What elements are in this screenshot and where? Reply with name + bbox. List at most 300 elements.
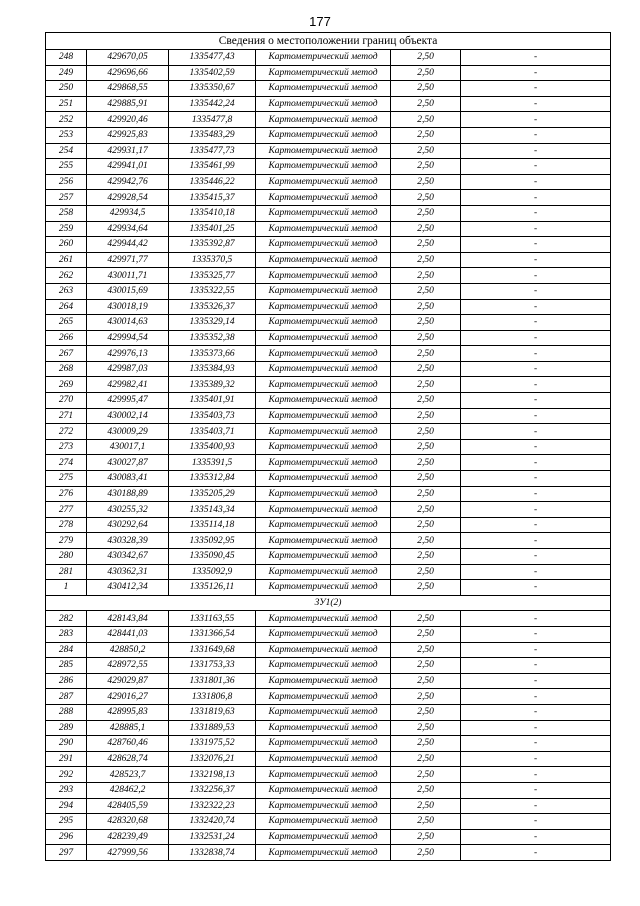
cell-method: Картометрический метод xyxy=(256,829,391,845)
cell-point-number: 295 xyxy=(46,814,87,830)
cell-description: - xyxy=(461,439,611,455)
cell-coordinate-x: 428239,49 xyxy=(87,829,169,845)
cell-method: Картометрический метод xyxy=(256,112,391,128)
cell-coordinate-y: 1335401,91 xyxy=(169,393,256,409)
cell-coordinate-y: 1335400,93 xyxy=(169,439,256,455)
table-row xyxy=(46,564,611,580)
table-row xyxy=(46,283,611,299)
cell-coordinate-y: 1335326,37 xyxy=(169,299,256,315)
cell-coordinate-y: 1331753,33 xyxy=(169,658,256,674)
cell-coordinate-y: 1335402,59 xyxy=(169,65,256,81)
cell-accuracy: 2,50 xyxy=(391,626,461,642)
cell-description: - xyxy=(461,252,611,268)
cell-point-number: 264 xyxy=(46,299,87,315)
cell-coordinate-y: 1335092,9 xyxy=(169,564,256,580)
cell-coordinate-y: 1332076,21 xyxy=(169,751,256,767)
cell-method: Картометрический метод xyxy=(256,205,391,221)
cell-accuracy: 2,50 xyxy=(391,424,461,440)
cell-method: Картометрический метод xyxy=(256,330,391,346)
cell-description: - xyxy=(461,533,611,549)
cell-point-number: 293 xyxy=(46,782,87,798)
cell-coordinate-x: 429931,17 xyxy=(87,143,169,159)
cell-description: - xyxy=(461,393,611,409)
table-row xyxy=(46,782,611,798)
cell-method: Картометрический метод xyxy=(256,486,391,502)
table-title-row xyxy=(46,33,611,50)
section-header-row xyxy=(46,595,611,611)
cell-coordinate-x: 428972,55 xyxy=(87,658,169,674)
cell-description: - xyxy=(461,658,611,674)
cell-description: - xyxy=(461,283,611,299)
cell-method: Картометрический метод xyxy=(256,50,391,66)
cell-accuracy: 2,50 xyxy=(391,159,461,175)
cell-coordinate-x: 429016,27 xyxy=(87,689,169,705)
cell-point-number: 273 xyxy=(46,439,87,455)
cell-description: - xyxy=(461,502,611,518)
cell-point-number: 287 xyxy=(46,689,87,705)
cell-coordinate-x: 429987,03 xyxy=(87,361,169,377)
cell-method: Картометрический метод xyxy=(256,377,391,393)
table-body xyxy=(46,33,611,861)
cell-method: Картометрический метод xyxy=(256,190,391,206)
cell-point-number: 270 xyxy=(46,393,87,409)
cell-accuracy: 2,50 xyxy=(391,767,461,783)
cell-point-number: 262 xyxy=(46,268,87,284)
cell-coordinate-x: 429885,91 xyxy=(87,96,169,112)
cell-coordinate-x: 429994,54 xyxy=(87,330,169,346)
cell-coordinate-x: 429944,42 xyxy=(87,237,169,253)
cell-accuracy: 2,50 xyxy=(391,439,461,455)
cell-coordinate-x: 430328,39 xyxy=(87,533,169,549)
cell-description: - xyxy=(461,751,611,767)
table-row xyxy=(46,50,611,66)
cell-coordinate-x: 429925,83 xyxy=(87,127,169,143)
cell-point-number: 272 xyxy=(46,424,87,440)
cell-coordinate-x: 428628,74 xyxy=(87,751,169,767)
cell-coordinate-y: 1331649,68 xyxy=(169,642,256,658)
cell-accuracy: 2,50 xyxy=(391,221,461,237)
cell-point-number: 276 xyxy=(46,486,87,502)
cell-point-number: 274 xyxy=(46,455,87,471)
cell-point-number: 251 xyxy=(46,96,87,112)
table-row xyxy=(46,642,611,658)
cell-method: Картометрический метод xyxy=(256,782,391,798)
cell-accuracy: 2,50 xyxy=(391,798,461,814)
cell-method: Картометрический метод xyxy=(256,81,391,97)
table-row xyxy=(46,626,611,642)
cell-description: - xyxy=(461,81,611,97)
cell-description: - xyxy=(461,112,611,128)
table-row xyxy=(46,658,611,674)
cell-point-number: 279 xyxy=(46,533,87,549)
cell-accuracy: 2,50 xyxy=(391,174,461,190)
cell-method: Картометрический метод xyxy=(256,221,391,237)
table-row xyxy=(46,767,611,783)
cell-point-number: 282 xyxy=(46,611,87,627)
cell-accuracy: 2,50 xyxy=(391,517,461,533)
cell-description: - xyxy=(461,704,611,720)
cell-method: Картометрический метод xyxy=(256,424,391,440)
cell-coordinate-x: 428995,83 xyxy=(87,704,169,720)
cell-coordinate-x: 428320,68 xyxy=(87,814,169,830)
cell-point-number: 256 xyxy=(46,174,87,190)
table-row xyxy=(46,424,611,440)
table-row xyxy=(46,221,611,237)
table-row xyxy=(46,81,611,97)
cell-accuracy: 2,50 xyxy=(391,330,461,346)
cell-method: Картометрический метод xyxy=(256,767,391,783)
cell-coordinate-y: 1331163,55 xyxy=(169,611,256,627)
cell-method: Картометрический метод xyxy=(256,642,391,658)
cell-point-number: 248 xyxy=(46,50,87,66)
cell-point-number: 281 xyxy=(46,564,87,580)
cell-point-number: 255 xyxy=(46,159,87,175)
cell-accuracy: 2,50 xyxy=(391,408,461,424)
cell-description: - xyxy=(461,268,611,284)
cell-coordinate-x: 429934,64 xyxy=(87,221,169,237)
cell-description: - xyxy=(461,377,611,393)
cell-description: - xyxy=(461,580,611,596)
cell-coordinate-y: 1335410,18 xyxy=(169,205,256,221)
cell-coordinate-y: 1332838,74 xyxy=(169,845,256,861)
cell-coordinate-y: 1335350,67 xyxy=(169,81,256,97)
cell-point-number: 266 xyxy=(46,330,87,346)
cell-coordinate-x: 430292,64 xyxy=(87,517,169,533)
cell-description: - xyxy=(461,564,611,580)
cell-description: - xyxy=(461,798,611,814)
cell-coordinate-x: 429941,01 xyxy=(87,159,169,175)
cell-method: Картометрический метод xyxy=(256,580,391,596)
cell-point-number: 257 xyxy=(46,190,87,206)
cell-description: - xyxy=(461,346,611,362)
cell-method: Картометрический метод xyxy=(256,299,391,315)
cell-accuracy: 2,50 xyxy=(391,720,461,736)
cell-method: Картометрический метод xyxy=(256,704,391,720)
cell-description: - xyxy=(461,127,611,143)
cell-description: - xyxy=(461,689,611,705)
cell-description: - xyxy=(461,205,611,221)
cell-coordinate-x: 429029,87 xyxy=(87,673,169,689)
cell-point-number: 249 xyxy=(46,65,87,81)
cell-point-number: 253 xyxy=(46,127,87,143)
cell-accuracy: 2,50 xyxy=(391,299,461,315)
cell-method: Картометрический метод xyxy=(256,159,391,175)
cell-accuracy: 2,50 xyxy=(391,736,461,752)
cell-coordinate-x: 429995,47 xyxy=(87,393,169,409)
cell-method: Картометрический метод xyxy=(256,471,391,487)
cell-description: - xyxy=(461,221,611,237)
cell-coordinate-y: 1335389,32 xyxy=(169,377,256,393)
boundary-points-table xyxy=(45,32,611,861)
cell-method: Картометрический метод xyxy=(256,689,391,705)
cell-method: Картометрический метод xyxy=(256,268,391,284)
cell-method: Картометрический метод xyxy=(256,517,391,533)
table-row xyxy=(46,205,611,221)
cell-coordinate-x: 430027,87 xyxy=(87,455,169,471)
cell-method: Картометрический метод xyxy=(256,845,391,861)
cell-point-number: 283 xyxy=(46,626,87,642)
table-row xyxy=(46,252,611,268)
cell-coordinate-y: 1335442,24 xyxy=(169,96,256,112)
cell-description: - xyxy=(461,143,611,159)
table-row xyxy=(46,455,611,471)
table-row xyxy=(46,580,611,596)
cell-accuracy: 2,50 xyxy=(391,704,461,720)
table-row xyxy=(46,517,611,533)
cell-coordinate-y: 1335391,5 xyxy=(169,455,256,471)
cell-method: Картометрический метод xyxy=(256,143,391,159)
cell-point-number: 271 xyxy=(46,408,87,424)
cell-method: Картометрический метод xyxy=(256,361,391,377)
cell-accuracy: 2,50 xyxy=(391,393,461,409)
page-number: 177 xyxy=(309,14,331,29)
cell-method: Картометрический метод xyxy=(256,96,391,112)
cell-point-number: 278 xyxy=(46,517,87,533)
cell-point-number: 250 xyxy=(46,81,87,97)
cell-point-number: 252 xyxy=(46,112,87,128)
cell-description: - xyxy=(461,408,611,424)
cell-accuracy: 2,50 xyxy=(391,689,461,705)
cell-method: Картометрический метод xyxy=(256,751,391,767)
cell-accuracy: 2,50 xyxy=(391,315,461,331)
table-row xyxy=(46,533,611,549)
cell-method: Картометрический метод xyxy=(256,798,391,814)
cell-accuracy: 2,50 xyxy=(391,751,461,767)
cell-coordinate-y: 1332420,74 xyxy=(169,814,256,830)
cell-description: - xyxy=(461,315,611,331)
cell-coordinate-y: 1335322,55 xyxy=(169,283,256,299)
cell-coordinate-y: 1335312,84 xyxy=(169,471,256,487)
cell-coordinate-y: 1335090,45 xyxy=(169,549,256,565)
cell-method: Картометрический метод xyxy=(256,127,391,143)
cell-method: Картометрический метод xyxy=(256,673,391,689)
cell-accuracy: 2,50 xyxy=(391,81,461,97)
cell-description: - xyxy=(461,517,611,533)
table-row xyxy=(46,549,611,565)
cell-description: - xyxy=(461,767,611,783)
cell-description: - xyxy=(461,237,611,253)
cell-coordinate-x: 428441,03 xyxy=(87,626,169,642)
cell-point-number: 285 xyxy=(46,658,87,674)
cell-coordinate-y: 1335477,73 xyxy=(169,143,256,159)
cell-point-number: 296 xyxy=(46,829,87,845)
cell-coordinate-y: 1335325,77 xyxy=(169,268,256,284)
cell-accuracy: 2,50 xyxy=(391,190,461,206)
table-title: Сведения о местоположении границ объекта xyxy=(46,33,611,50)
cell-accuracy: 2,50 xyxy=(391,658,461,674)
cell-coordinate-x: 429696,66 xyxy=(87,65,169,81)
table-row xyxy=(46,268,611,284)
table-row xyxy=(46,330,611,346)
cell-coordinate-y: 1335370,5 xyxy=(169,252,256,268)
cell-coordinate-y: 1335446,22 xyxy=(169,174,256,190)
cell-coordinate-x: 430017,1 xyxy=(87,439,169,455)
cell-description: - xyxy=(461,814,611,830)
cell-coordinate-x: 430002,14 xyxy=(87,408,169,424)
cell-point-number: 280 xyxy=(46,549,87,565)
cell-coordinate-y: 1335092,95 xyxy=(169,533,256,549)
cell-coordinate-y: 1331801,36 xyxy=(169,673,256,689)
cell-coordinate-x: 429868,55 xyxy=(87,81,169,97)
table-row xyxy=(46,736,611,752)
cell-point-number: 277 xyxy=(46,502,87,518)
cell-method: Картометрический метод xyxy=(256,315,391,331)
cell-coordinate-y: 1335384,93 xyxy=(169,361,256,377)
table-row xyxy=(46,689,611,705)
cell-coordinate-x: 429920,46 xyxy=(87,112,169,128)
cell-coordinate-x: 429971,77 xyxy=(87,252,169,268)
cell-accuracy: 2,50 xyxy=(391,65,461,81)
table-row xyxy=(46,174,611,190)
cell-accuracy: 2,50 xyxy=(391,549,461,565)
table-row xyxy=(46,704,611,720)
cell-coordinate-x: 428523,7 xyxy=(87,767,169,783)
cell-coordinate-x: 430018,19 xyxy=(87,299,169,315)
cell-method: Картометрический метод xyxy=(256,252,391,268)
cell-point-number: 261 xyxy=(46,252,87,268)
section-label: ЗУ1(2) xyxy=(46,595,611,611)
cell-coordinate-y: 1335329,14 xyxy=(169,315,256,331)
table-row xyxy=(46,408,611,424)
table-row xyxy=(46,315,611,331)
cell-coordinate-x: 430342,67 xyxy=(87,549,169,565)
cell-method: Картометрический метод xyxy=(256,174,391,190)
table-row xyxy=(46,814,611,830)
cell-point-number: 275 xyxy=(46,471,87,487)
cell-point-number: 268 xyxy=(46,361,87,377)
cell-coordinate-x: 429942,76 xyxy=(87,174,169,190)
table-row xyxy=(46,346,611,362)
cell-accuracy: 2,50 xyxy=(391,533,461,549)
cell-coordinate-y: 1335352,38 xyxy=(169,330,256,346)
cell-point-number: 284 xyxy=(46,642,87,658)
cell-method: Картометрический метод xyxy=(256,346,391,362)
cell-description: - xyxy=(461,159,611,175)
cell-coordinate-x: 428850,2 xyxy=(87,642,169,658)
cell-point-number: 291 xyxy=(46,751,87,767)
cell-description: - xyxy=(461,829,611,845)
table-row xyxy=(46,751,611,767)
table-row xyxy=(46,159,611,175)
cell-accuracy: 2,50 xyxy=(391,112,461,128)
cell-accuracy: 2,50 xyxy=(391,237,461,253)
cell-method: Картометрический метод xyxy=(256,502,391,518)
cell-coordinate-y: 1335143,34 xyxy=(169,502,256,518)
table-row xyxy=(46,127,611,143)
cell-coordinate-x: 428760,46 xyxy=(87,736,169,752)
cell-method: Картометрический метод xyxy=(256,814,391,830)
table-row xyxy=(46,393,611,409)
cell-description: - xyxy=(461,486,611,502)
cell-coordinate-x: 430015,69 xyxy=(87,283,169,299)
cell-point-number: 254 xyxy=(46,143,87,159)
cell-coordinate-x: 428143,84 xyxy=(87,611,169,627)
cell-point-number: 265 xyxy=(46,315,87,331)
cell-coordinate-y: 1332256,37 xyxy=(169,782,256,798)
cell-accuracy: 2,50 xyxy=(391,502,461,518)
table-row xyxy=(46,299,611,315)
cell-coordinate-x: 430011,71 xyxy=(87,268,169,284)
cell-description: - xyxy=(461,736,611,752)
cell-point-number: 294 xyxy=(46,798,87,814)
cell-coordinate-x: 430412,34 xyxy=(87,580,169,596)
cell-coordinate-y: 1335126,11 xyxy=(169,580,256,596)
cell-coordinate-y: 1335477,43 xyxy=(169,50,256,66)
cell-coordinate-y: 1335373,66 xyxy=(169,346,256,362)
cell-coordinate-y: 1332322,23 xyxy=(169,798,256,814)
cell-accuracy: 2,50 xyxy=(391,268,461,284)
cell-method: Картометрический метод xyxy=(256,720,391,736)
cell-accuracy: 2,50 xyxy=(391,127,461,143)
cell-coordinate-y: 1335114,18 xyxy=(169,517,256,533)
cell-coordinate-x: 430362,31 xyxy=(87,564,169,580)
cell-description: - xyxy=(461,299,611,315)
cell-method: Картометрический метод xyxy=(256,455,391,471)
cell-coordinate-x: 430083,41 xyxy=(87,471,169,487)
cell-method: Картометрический метод xyxy=(256,626,391,642)
table-row xyxy=(46,143,611,159)
cell-coordinate-y: 1335392,87 xyxy=(169,237,256,253)
cell-description: - xyxy=(461,65,611,81)
cell-accuracy: 2,50 xyxy=(391,580,461,596)
cell-coordinate-x: 430009,29 xyxy=(87,424,169,440)
cell-description: - xyxy=(461,471,611,487)
cell-description: - xyxy=(461,782,611,798)
table-row xyxy=(46,829,611,845)
cell-method: Картометрический метод xyxy=(256,564,391,580)
cell-accuracy: 2,50 xyxy=(391,455,461,471)
cell-coordinate-x: 428462,2 xyxy=(87,782,169,798)
cell-accuracy: 2,50 xyxy=(391,377,461,393)
cell-coordinate-x: 430188,89 xyxy=(87,486,169,502)
cell-accuracy: 2,50 xyxy=(391,361,461,377)
cell-method: Картометрический метод xyxy=(256,549,391,565)
cell-description: - xyxy=(461,174,611,190)
cell-coordinate-y: 1335403,73 xyxy=(169,408,256,424)
cell-coordinate-y: 1332531,24 xyxy=(169,829,256,845)
cell-coordinate-y: 1332198,13 xyxy=(169,767,256,783)
cell-coordinate-y: 1331806,8 xyxy=(169,689,256,705)
table-row xyxy=(46,96,611,112)
cell-description: - xyxy=(461,611,611,627)
cell-coordinate-y: 1335205,29 xyxy=(169,486,256,502)
cell-method: Картометрический метод xyxy=(256,237,391,253)
cell-coordinate-x: 428885,1 xyxy=(87,720,169,736)
cell-point-number: 269 xyxy=(46,377,87,393)
cell-method: Картометрический метод xyxy=(256,283,391,299)
cell-coordinate-x: 429934,5 xyxy=(87,205,169,221)
cell-point-number: 286 xyxy=(46,673,87,689)
cell-description: - xyxy=(461,96,611,112)
cell-point-number: 290 xyxy=(46,736,87,752)
table-row xyxy=(46,502,611,518)
cell-accuracy: 2,50 xyxy=(391,96,461,112)
cell-accuracy: 2,50 xyxy=(391,471,461,487)
cell-accuracy: 2,50 xyxy=(391,782,461,798)
cell-coordinate-y: 1331889,53 xyxy=(169,720,256,736)
cell-coordinate-y: 1335461,99 xyxy=(169,159,256,175)
cell-coordinate-x: 429928,54 xyxy=(87,190,169,206)
table-row xyxy=(46,673,611,689)
cell-point-number: 289 xyxy=(46,720,87,736)
cell-description: - xyxy=(461,845,611,861)
cell-accuracy: 2,50 xyxy=(391,50,461,66)
table-row xyxy=(46,65,611,81)
table-row xyxy=(46,190,611,206)
cell-description: - xyxy=(461,424,611,440)
cell-method: Картометрический метод xyxy=(256,658,391,674)
cell-point-number: 292 xyxy=(46,767,87,783)
